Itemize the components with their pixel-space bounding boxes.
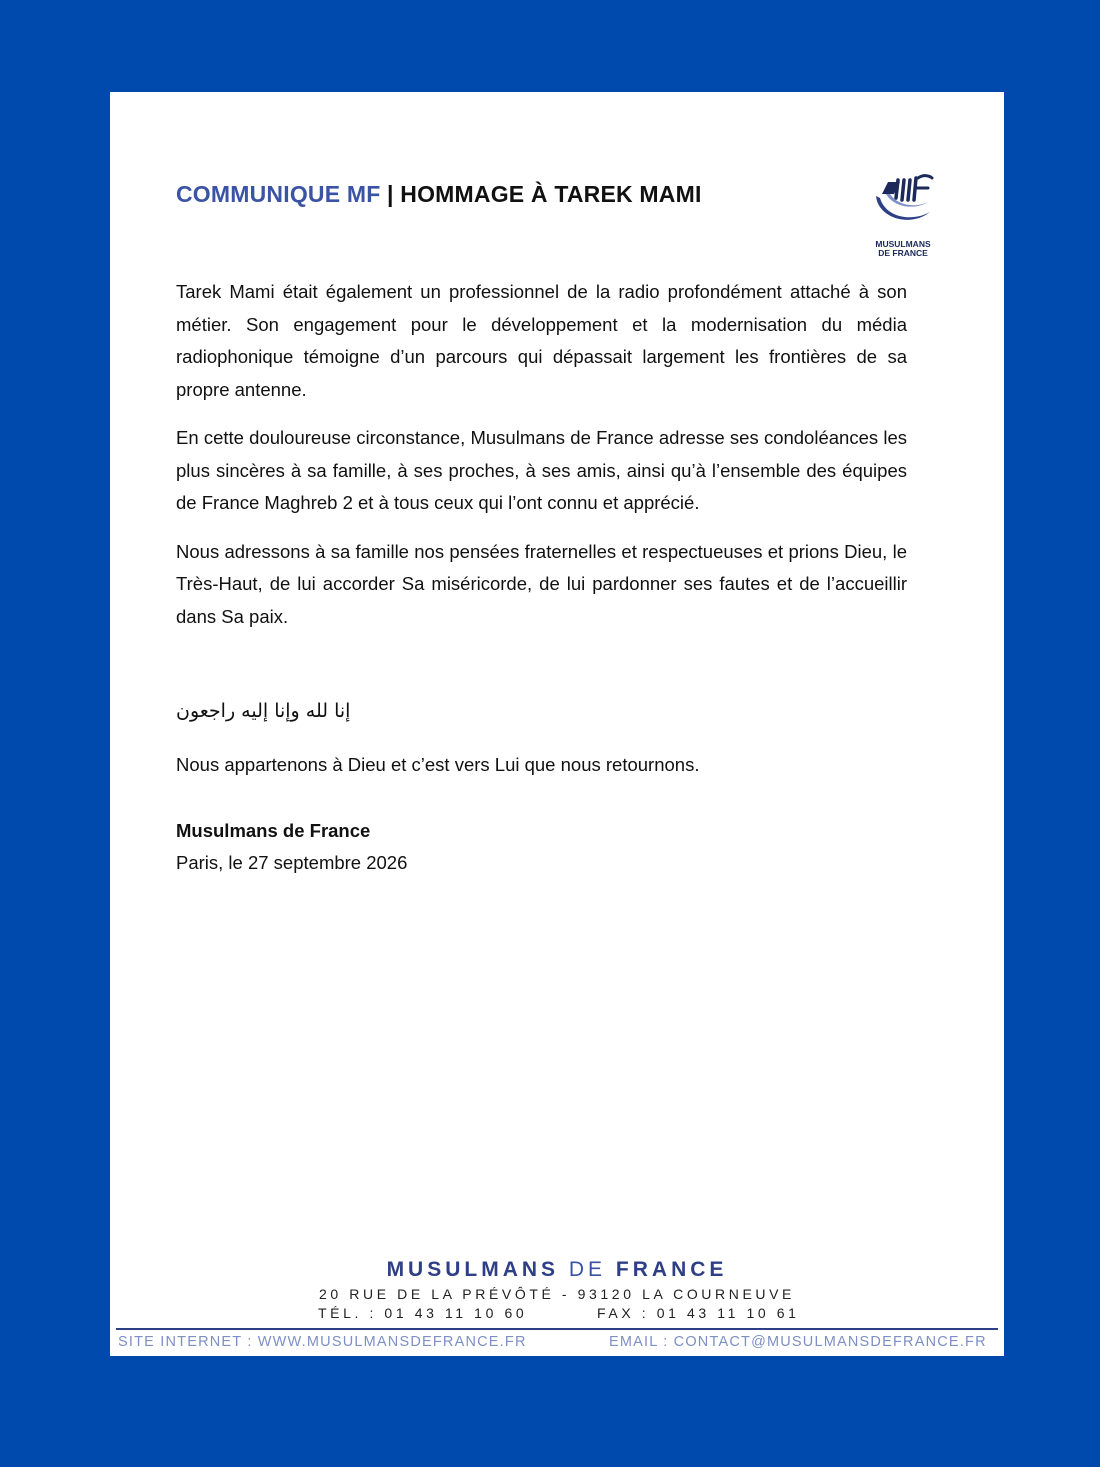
mf-logo bbox=[868, 174, 938, 260]
signature: Musulmans de France bbox=[176, 820, 371, 841]
verse-translation: Nous appartenons à Dieu et c’est vers Lui que nous retournons. bbox=[176, 754, 700, 775]
paragraph: Nous adressons à sa famille nos pensées fraternelles et respectueuses et prions Dieu, le Très-Haut, de lui accorder Sa miséricorde, de lui pardonner ses fautes et de l’accueillir dans Sa paix. bbox=[176, 540, 907, 627]
footer-divider bbox=[116, 1328, 998, 1330]
paragraph: Tarek Mami était également un professionnel de la radio profondément attaché à son métier. Son engagement pour le développement et la modernisation du média radiophonique témoigne d’un parcours qui dépassait largement les frontières de sa propre antenne. bbox=[176, 281, 907, 400]
footer-address: 20 RUE DE LA PRÉVÔTÉ - 93120 LA COURNEUVE bbox=[319, 1286, 795, 1302]
title-prefix: COMMUNIQUE MF bbox=[176, 181, 381, 207]
footer-org-part: DE bbox=[568, 1258, 607, 1281]
date-line: Paris, le 27 septembre 2026 bbox=[176, 852, 408, 873]
footer-website-link[interactable]: SITE INTERNET : WWW.MUSULMANSDEFRANCE.FR bbox=[118, 1334, 527, 1350]
footer-org-name bbox=[110, 1258, 1004, 1282]
mf-logo-icon bbox=[872, 174, 934, 230]
title-text: | HOMMAGE À TAREK MAMI bbox=[380, 181, 702, 207]
logo-text-line2: DE FRANCE bbox=[878, 248, 928, 258]
letter-body bbox=[176, 276, 907, 649]
footer-fax: FAX : 01 43 11 10 61 bbox=[597, 1305, 800, 1321]
footer-phone: TÉL. : 01 43 11 10 60 bbox=[318, 1305, 528, 1321]
arabic-verse: إنا لله وإنا إليه راجعون bbox=[176, 700, 351, 722]
footer-org-part: MUSULMANS bbox=[386, 1258, 569, 1281]
logo-text-line1: MUSULMANS bbox=[875, 239, 931, 249]
footer-org-part: FRANCE bbox=[606, 1258, 728, 1281]
paragraph: En cette douloureuse circonstance, Musulmans de France adresse ses condoléances les plus sincères à sa famille, à ses proches, à ses amis, ainsi qu’à l’ensemble des équipes de France Maghreb 2 et à tous ceux qui l’ont connu et apprécié. bbox=[176, 427, 907, 513]
page-title bbox=[176, 181, 702, 208]
document-page bbox=[110, 92, 1004, 1356]
footer-email-link[interactable]: EMAIL : CONTACT@MUSULMANSDEFRANCE.FR bbox=[609, 1334, 987, 1350]
